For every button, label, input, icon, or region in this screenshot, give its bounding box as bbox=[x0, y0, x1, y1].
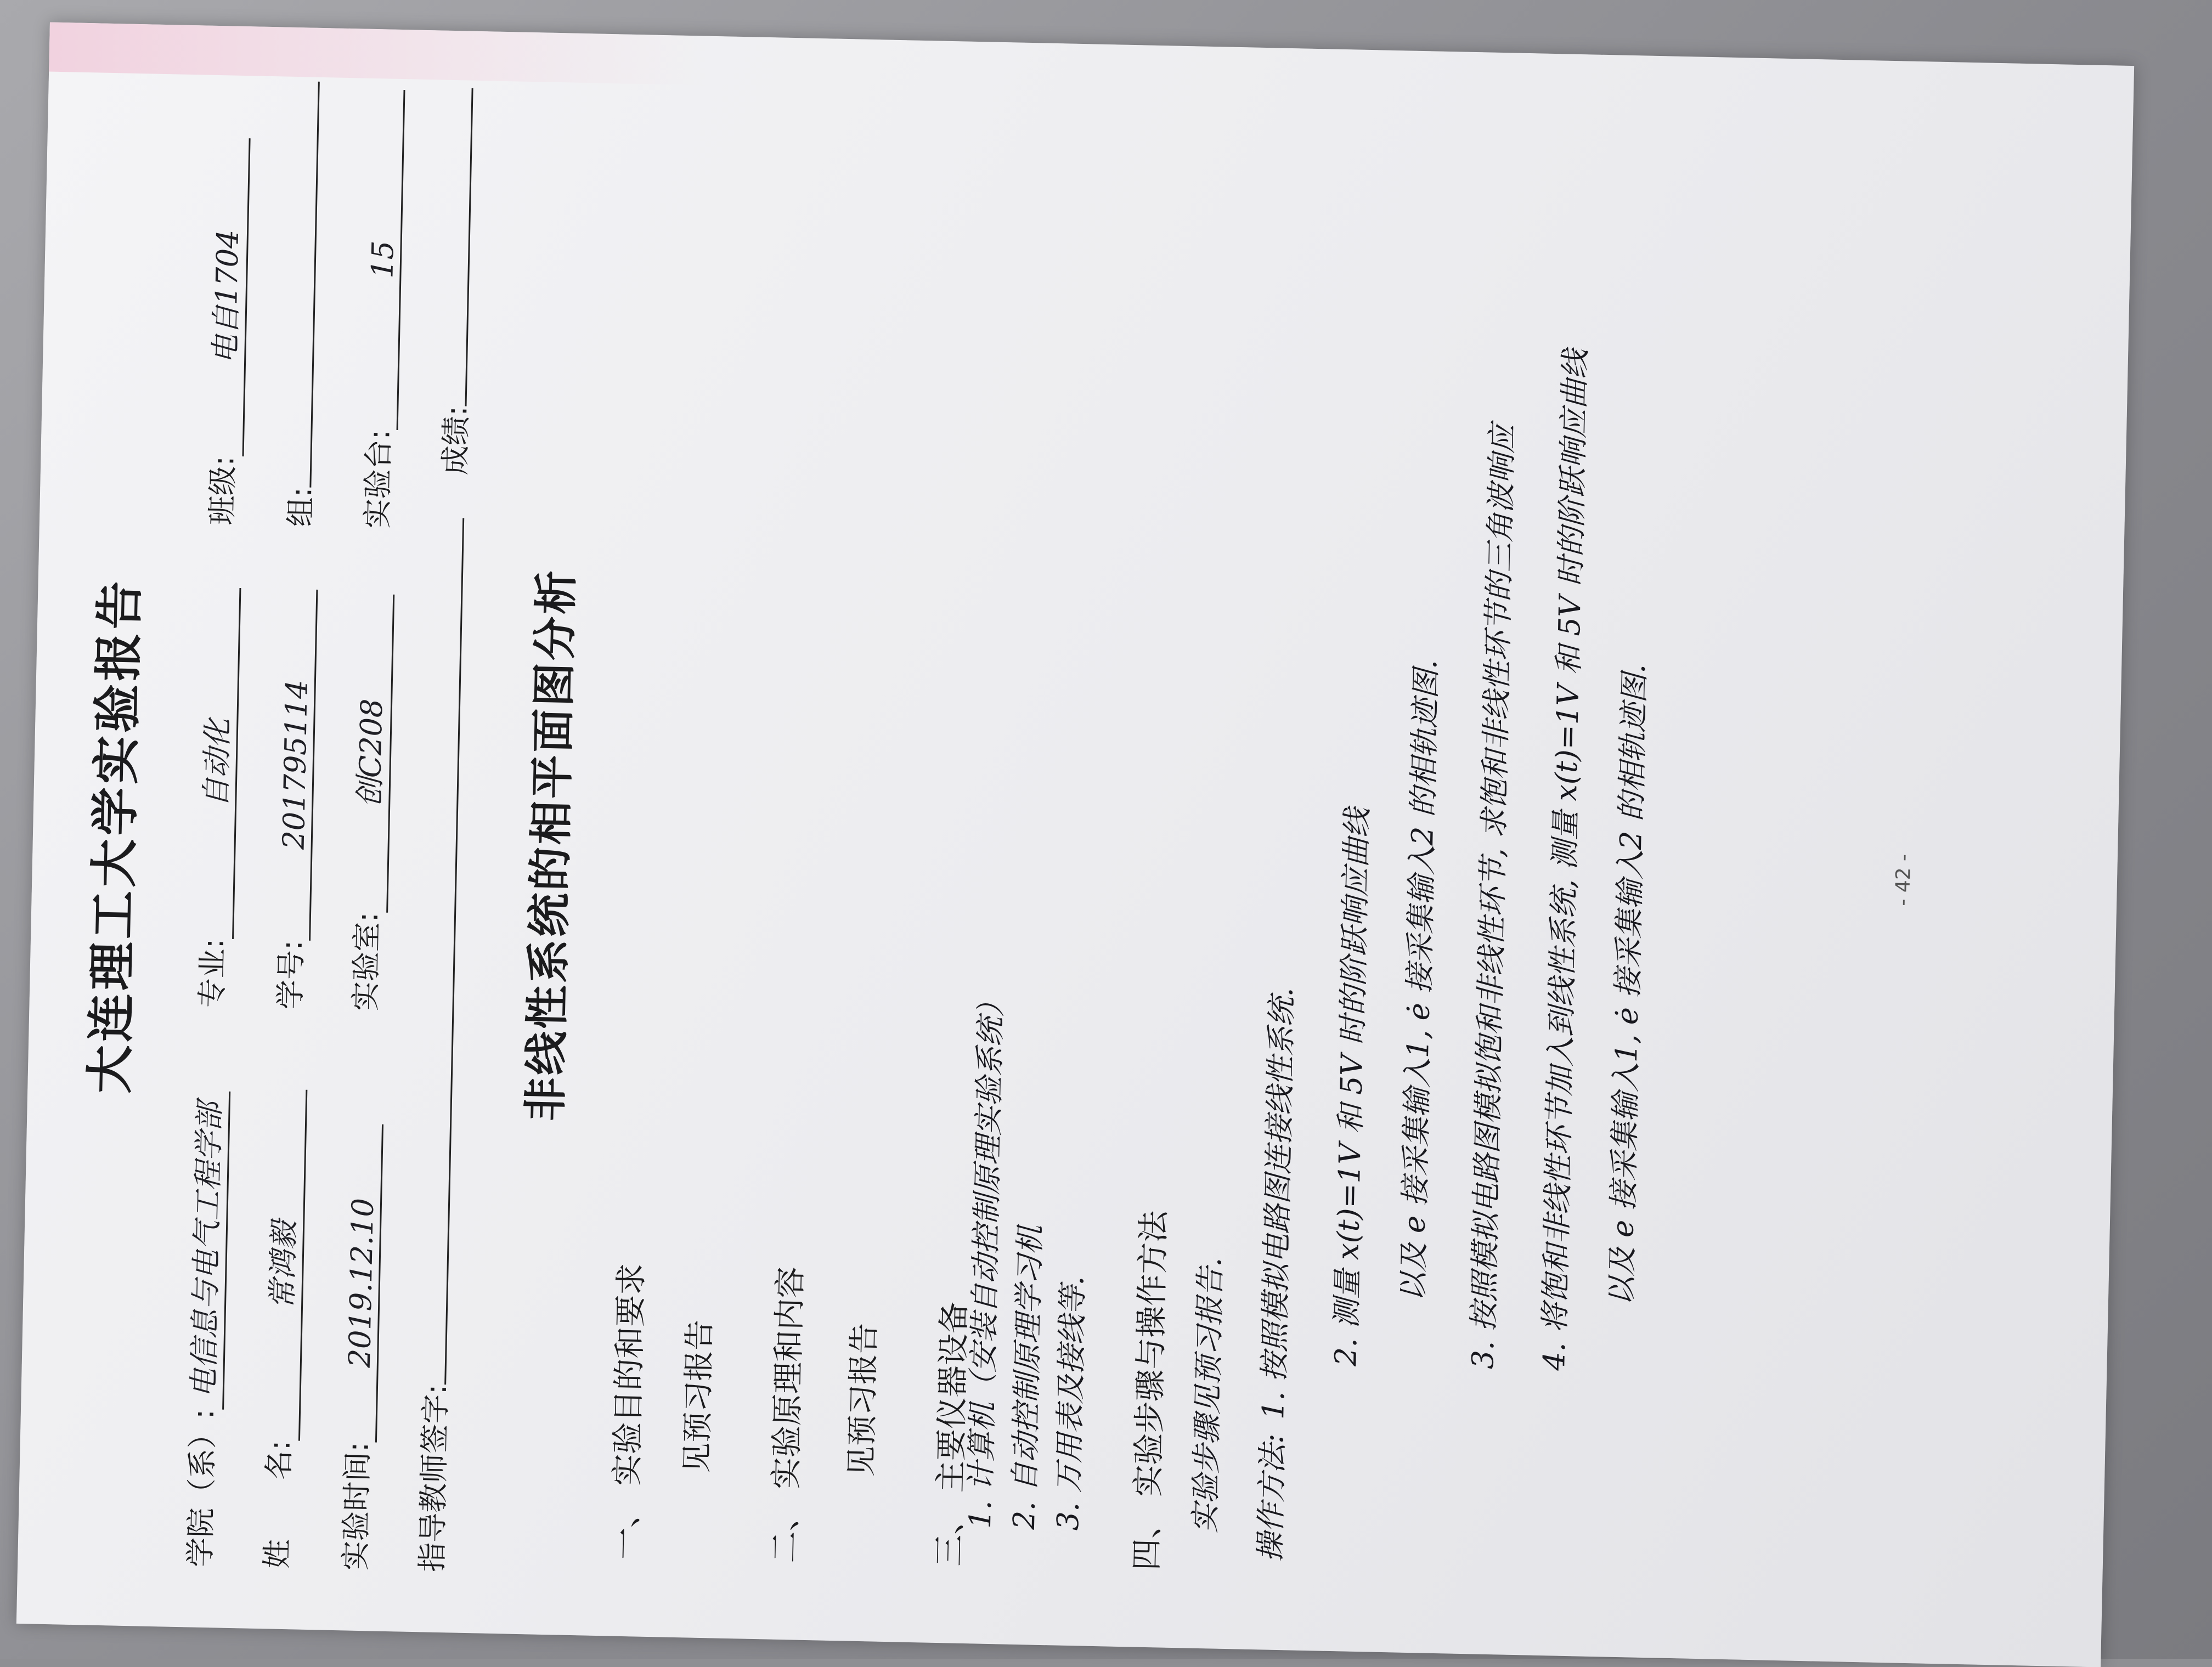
college-value: 电信息与电气工程学部 bbox=[180, 1090, 230, 1410]
bench-field bbox=[354, 89, 405, 529]
steps-intro: 实验步骤见预习报告. bbox=[1187, 1257, 1228, 1534]
teacher-label: 指导教师签字: bbox=[414, 1383, 454, 1573]
lab-value: 创C208 bbox=[344, 594, 394, 913]
student-id-label: 学号: bbox=[273, 940, 309, 1010]
section-1-heading: 一、 实验目的和要求 bbox=[606, 1263, 650, 1560]
method-step-4-cont: 以及 e 接采集输入1, ė 接采集输入2 的相轨迹图. bbox=[1604, 663, 1652, 1307]
class-value: 电自1704 bbox=[200, 137, 251, 456]
group-field bbox=[277, 81, 329, 527]
method-step-3: 3. 按照模拟电路图模拟饱和非线性环节, 求饱和非线性环节的三角波响应 bbox=[1465, 423, 1520, 1370]
equipment-item-1: 1. 计算机（安装自动控制原理实验系统） bbox=[962, 987, 1009, 1529]
experiment-title: 非线性系统的相平面图分析 bbox=[520, 568, 583, 1122]
date-field bbox=[332, 1123, 383, 1571]
equipment-item-3: 3. 万用表及接线等. bbox=[1050, 1275, 1091, 1531]
student-id-field bbox=[267, 589, 318, 1010]
page-number: - 42 - bbox=[1891, 854, 1915, 907]
date-label: 实验时间: bbox=[338, 1441, 375, 1571]
teacher-field bbox=[409, 517, 473, 1572]
header-row-2 bbox=[237, 104, 328, 1569]
group-value bbox=[309, 82, 319, 488]
name-value: 常鸿毅 bbox=[256, 1089, 307, 1441]
lab-field bbox=[342, 594, 394, 1011]
lab-label: 实验室: bbox=[348, 912, 385, 1011]
report-page bbox=[49, 45, 2013, 1665]
student-id-value: 201795114 bbox=[274, 589, 318, 940]
method-step-1: 1. 按照模拟电路图连接线性系统. bbox=[1256, 987, 1300, 1420]
score-field bbox=[432, 87, 482, 476]
method-step-4: 4. 将饱和非线性环节加入到线性系统, 测量 x(t)=1V 和 5V 时的阶跃响应曲线 bbox=[1537, 349, 1593, 1371]
section-2-heading: 二、 实验原理和内容 bbox=[765, 1266, 809, 1563]
header-row-3 bbox=[314, 105, 405, 1571]
major-value: 自动化 bbox=[190, 587, 241, 939]
section-1-body: 见预习报告 bbox=[679, 1319, 718, 1474]
section-2-body: 见预习报告 bbox=[843, 1323, 883, 1477]
method-label: 操作方法: bbox=[1252, 1433, 1290, 1563]
college-label: 学院（系）: bbox=[183, 1409, 221, 1568]
major-field bbox=[188, 587, 241, 1008]
report-title: 大连理工大学实验报告 bbox=[81, 577, 149, 1094]
major-label: 专业: bbox=[194, 938, 231, 1008]
header-row-1 bbox=[160, 102, 251, 1568]
equipment-item-2: 2. 自动控制原理学习机 bbox=[1006, 1225, 1048, 1530]
bench-value: 15 bbox=[362, 89, 405, 430]
class-field bbox=[199, 137, 251, 525]
section-4-heading: 四、 实验步骤与操作方法 bbox=[1127, 1210, 1173, 1571]
date-value: 2019.12.10 bbox=[341, 1123, 383, 1442]
method-step-2: 2. 测量 x(t)=1V 和 5V 时的阶跃响应曲线 bbox=[1328, 807, 1375, 1367]
group-label: 组: bbox=[283, 487, 319, 527]
bench-label: 实验台: bbox=[359, 429, 397, 529]
college-field bbox=[177, 1090, 230, 1568]
score-label: 成绩: bbox=[437, 405, 474, 476]
name-field bbox=[253, 1089, 307, 1569]
section-3-heading: 三、 主要仪器设备 bbox=[930, 1301, 973, 1567]
header-row-4 bbox=[391, 107, 482, 1573]
class-label: 班级: bbox=[204, 455, 241, 525]
method-step-2-cont: 以及 e 接采集输入1, ė 接采集输入2 的相轨迹图. bbox=[1395, 659, 1444, 1302]
teacher-value bbox=[444, 518, 464, 1385]
name-label: 姓 名: bbox=[259, 1439, 297, 1569]
score-value bbox=[465, 88, 473, 406]
paper-sheet bbox=[16, 22, 2134, 1667]
